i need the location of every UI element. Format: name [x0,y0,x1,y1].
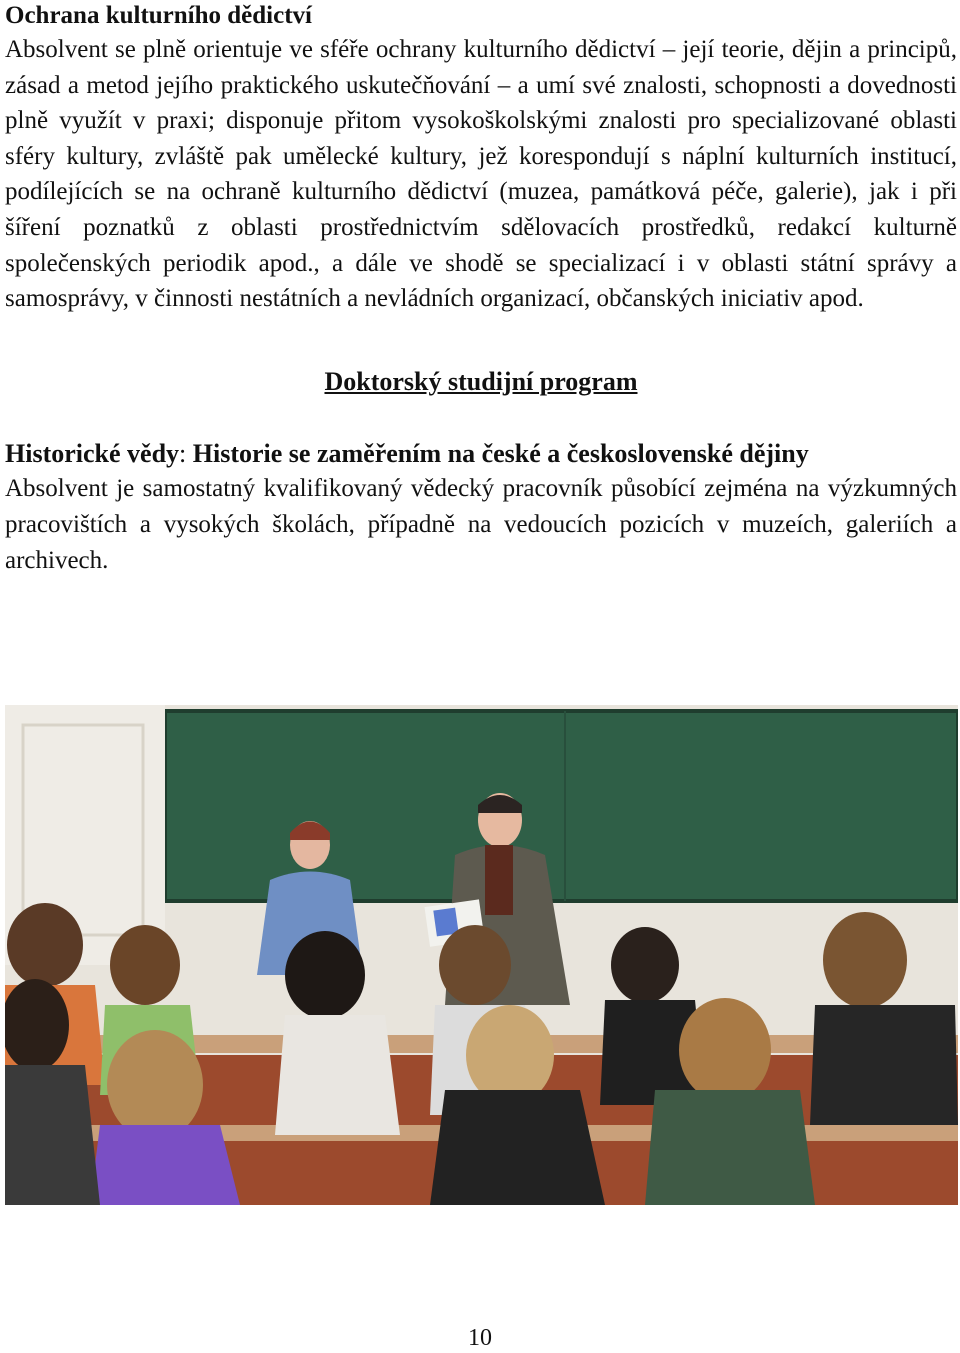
classroom-photo [5,705,958,1205]
section-text-cultural-heritage: Absolvent se plně orientuje ve sféře ochrany kulturního dědictví – její teorie, dějin a principů, zásad a metod jejího praktického uskutečňování – a umí své znalosti, schopnosti a dovednosti plně využít v praxi; disponuje přitom vysokoškolskými znalosti pro specializované oblasti sféry kultury, zvláště pak umělecké kultury, jež korespondují s náplní kulturních institucí, podílejících se na ochraně kulturního dědictví (muzea, památková péče, galerie), jak i při šíření poznatků z oblasti prostřednictvím sdělovacích prostředků, redakcí kulturně společenských periodik apod., a dále ve shodě se specializací i v oblasti státní správy a samosprávy, v činnosti nestátních a nevládních organizací, občanských iniciativ apod. [5,36,957,313]
field-name: Historické vědy [5,438,180,468]
document-page [5,0,957,578]
specialization-name: Historie se zaměřením na české a československé dějiny [192,438,809,468]
section-text-history: Absolvent je samostatný kvalifikovaný vědecký pracovník působící zejména na výzkumných pracovištích a vysokých školách, případně na vedoucích pozicích v muzeích, galeriích a archivech. [5,475,957,574]
field-separator: : [179,438,193,468]
program-heading: Doktorský studijní program [324,366,638,396]
field-heading [5,436,957,472]
page-number: 10 [468,1325,492,1351]
section-title-cultural-heritage: Ochrana kulturního dědictví [5,2,312,29]
